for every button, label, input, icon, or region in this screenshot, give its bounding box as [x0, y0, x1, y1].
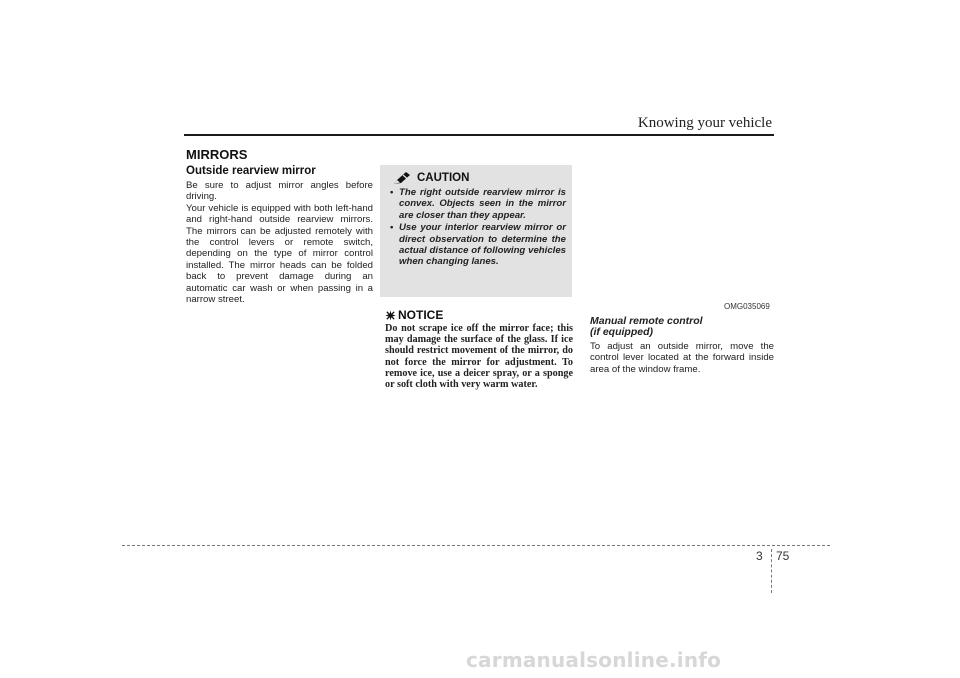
manual-remote-heading — [590, 316, 774, 339]
caution-list — [388, 187, 566, 269]
outside-mirror-heading: Outside rearview mirror — [186, 165, 316, 177]
running-header: Knowing your vehicle — [637, 115, 772, 131]
body-paragraph: Be sure to adjust mirror angles before driving. — [186, 180, 373, 203]
footer-rule — [122, 545, 830, 546]
notice-star-icon — [385, 310, 396, 321]
manual-remote-heading-line1: Manual remote control — [590, 315, 703, 327]
caution-title: CAUTION — [417, 172, 470, 184]
watermark: carmanualsonline.info — [466, 648, 722, 672]
notice-title: NOTICE — [398, 308, 444, 322]
caution-item: • Use your interior rearview mirror or direct observation to determine the actual distance of following vehicles when changing lanes. — [390, 222, 566, 268]
page-divider — [771, 549, 772, 593]
manual-remote-section — [590, 316, 774, 375]
notice-header — [385, 308, 573, 322]
caution-item-text: The right outside rearview mirror is convex. Objects seen in the mirror are closer than they appear. — [399, 187, 566, 221]
caution-item: • The right outside rearview mirror is convex. Objects seen in the mirror are closer than they appear. — [390, 187, 566, 221]
notice-text: Do not scrape ice off the mirror face; this may damage the surface of the glass. If ice should restrict movement of the mirror, do not force the mirror for adjustment. To remove ice, use a deicer spray, or a sponge or soft cloth with very warm water. — [385, 323, 573, 391]
caution-box — [380, 165, 572, 297]
manual-remote-heading-line2: (if equipped) — [590, 326, 653, 339]
manual-remote-text: To adjust an outside mirror, move the control lever located at the forward inside area of the window frame. — [590, 340, 774, 375]
section-title: MIRRORS — [186, 147, 248, 162]
body-paragraph: Your vehicle is equipped with both left-hand and right-hand outside rearview mirrors. The mirrors can be adjusted remotely with the control levers or remote switch, depending on the type of mirror control installed. The mirror heads can be folded back to prevent damage during an automatic car wash or when passing in a narrow street. — [186, 202, 373, 306]
caution-item-text: Use your interior rearview mirror or direct observation to determine the actual distance of following vehicles when changing lanes. — [399, 222, 566, 268]
chapter-number: 3 — [756, 549, 763, 563]
notice-section — [385, 308, 573, 390]
caution-header — [392, 171, 469, 185]
page-number: 75 — [776, 549, 790, 563]
outside-mirror-section — [186, 165, 373, 305]
caution-pencil-icon — [392, 171, 412, 185]
header-rule — [184, 134, 774, 136]
figure-label: OMG035069 — [724, 302, 770, 311]
